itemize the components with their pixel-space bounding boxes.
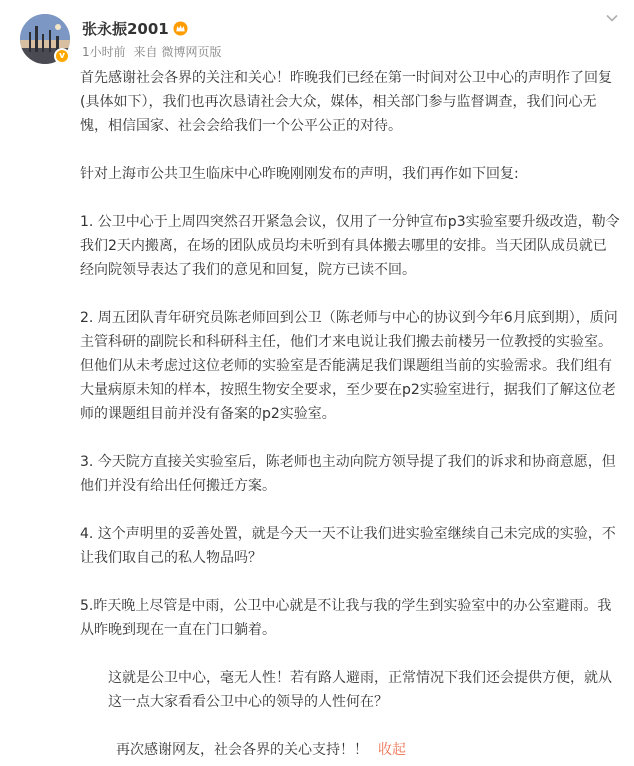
- chevron-down-icon[interactable]: [604, 10, 620, 26]
- paragraph-point-3: 3. 今天院方直接关实验室后，陈老师也主动向院方领导提了我们的诉求和协商意愿，但他们并没有给出任何搬迁方案。: [80, 454, 616, 494]
- paragraph-intro: 首先感谢社会各界的关注和关心！昨晚我们已经在第一时间对公卫中心的声明作了回复(具体如下），我们也再次恳请社会大众，媒体，相关部门参与监督调查，我们问心无愧，相信国家、社会会给我们一个公平公正的对待。: [80, 70, 612, 134]
- post-meta: [82, 43, 226, 60]
- post-source[interactable]: 微博网页版: [161, 45, 222, 59]
- author-name[interactable]: 张永振2001: [82, 19, 169, 38]
- paragraph-point-2: 2. 周五团队青年研究员陈老师回到公卫（陈老师与中心的协议到今年6月底到期），质问主管科研的副院长和科研科主任，他们才来电说让我们搬去前楼另一位教授的实验室。但他们从未考虑过这位老师的实验室是否能满足我们课题组当前的实验需求。我们组有大量病原未知的样本，按照生物安全要求，至少要在p2实验室进行，据我们了解这位老师的课题组目前并没有备案的p2实验室。: [80, 310, 618, 422]
- thanks-text: 再次感谢网友，社会各界的关心支持！！: [116, 742, 368, 758]
- author-row: [82, 17, 188, 39]
- paragraph-thanks: [80, 738, 620, 762]
- paragraph-response-lead: 针对上海市公共卫生临床中心昨晚刚刚发布的声明，我们再作如下回复:: [80, 166, 519, 182]
- paragraph-point-4: 4. 这个声明里的妥善处置，就是今天一天不让我们进实验室继续自己未完成的实验，不让我们取自己的私人物品吗？: [80, 526, 616, 566]
- paragraph-conclusion: 这就是公卫中心，毫无人性！若有路人避雨，正常情况下我们还会提供方便，就从这一点大家看看公卫中心的领导的人性何在？: [108, 670, 612, 710]
- paragraph-point-1: 1. 公卫中心于上周四突然召开紧急会议，仅用了一分钟宣布p3实验室要升级改造，勒令我们2天内搬离，在场的团队成员均未听到有具体搬去哪里的安排。当天团队成员就已经向院领导表达了我们的意见和回复，院方已读不回。: [80, 214, 620, 278]
- verified-badge-icon: v: [54, 48, 70, 64]
- crown-icon: [173, 21, 188, 36]
- post-content: [80, 66, 620, 762]
- collapse-link[interactable]: 收起: [378, 742, 406, 758]
- source-prefix: 来自: [133, 45, 158, 59]
- paragraph-point-5: 5.昨天晚上尽管是中雨，公卫中心就是不让我与我的学生到实验室中的办公室避雨。我从昨晚到现在一直在门口躺着。: [80, 598, 612, 638]
- post-time[interactable]: 1小时前: [82, 45, 126, 59]
